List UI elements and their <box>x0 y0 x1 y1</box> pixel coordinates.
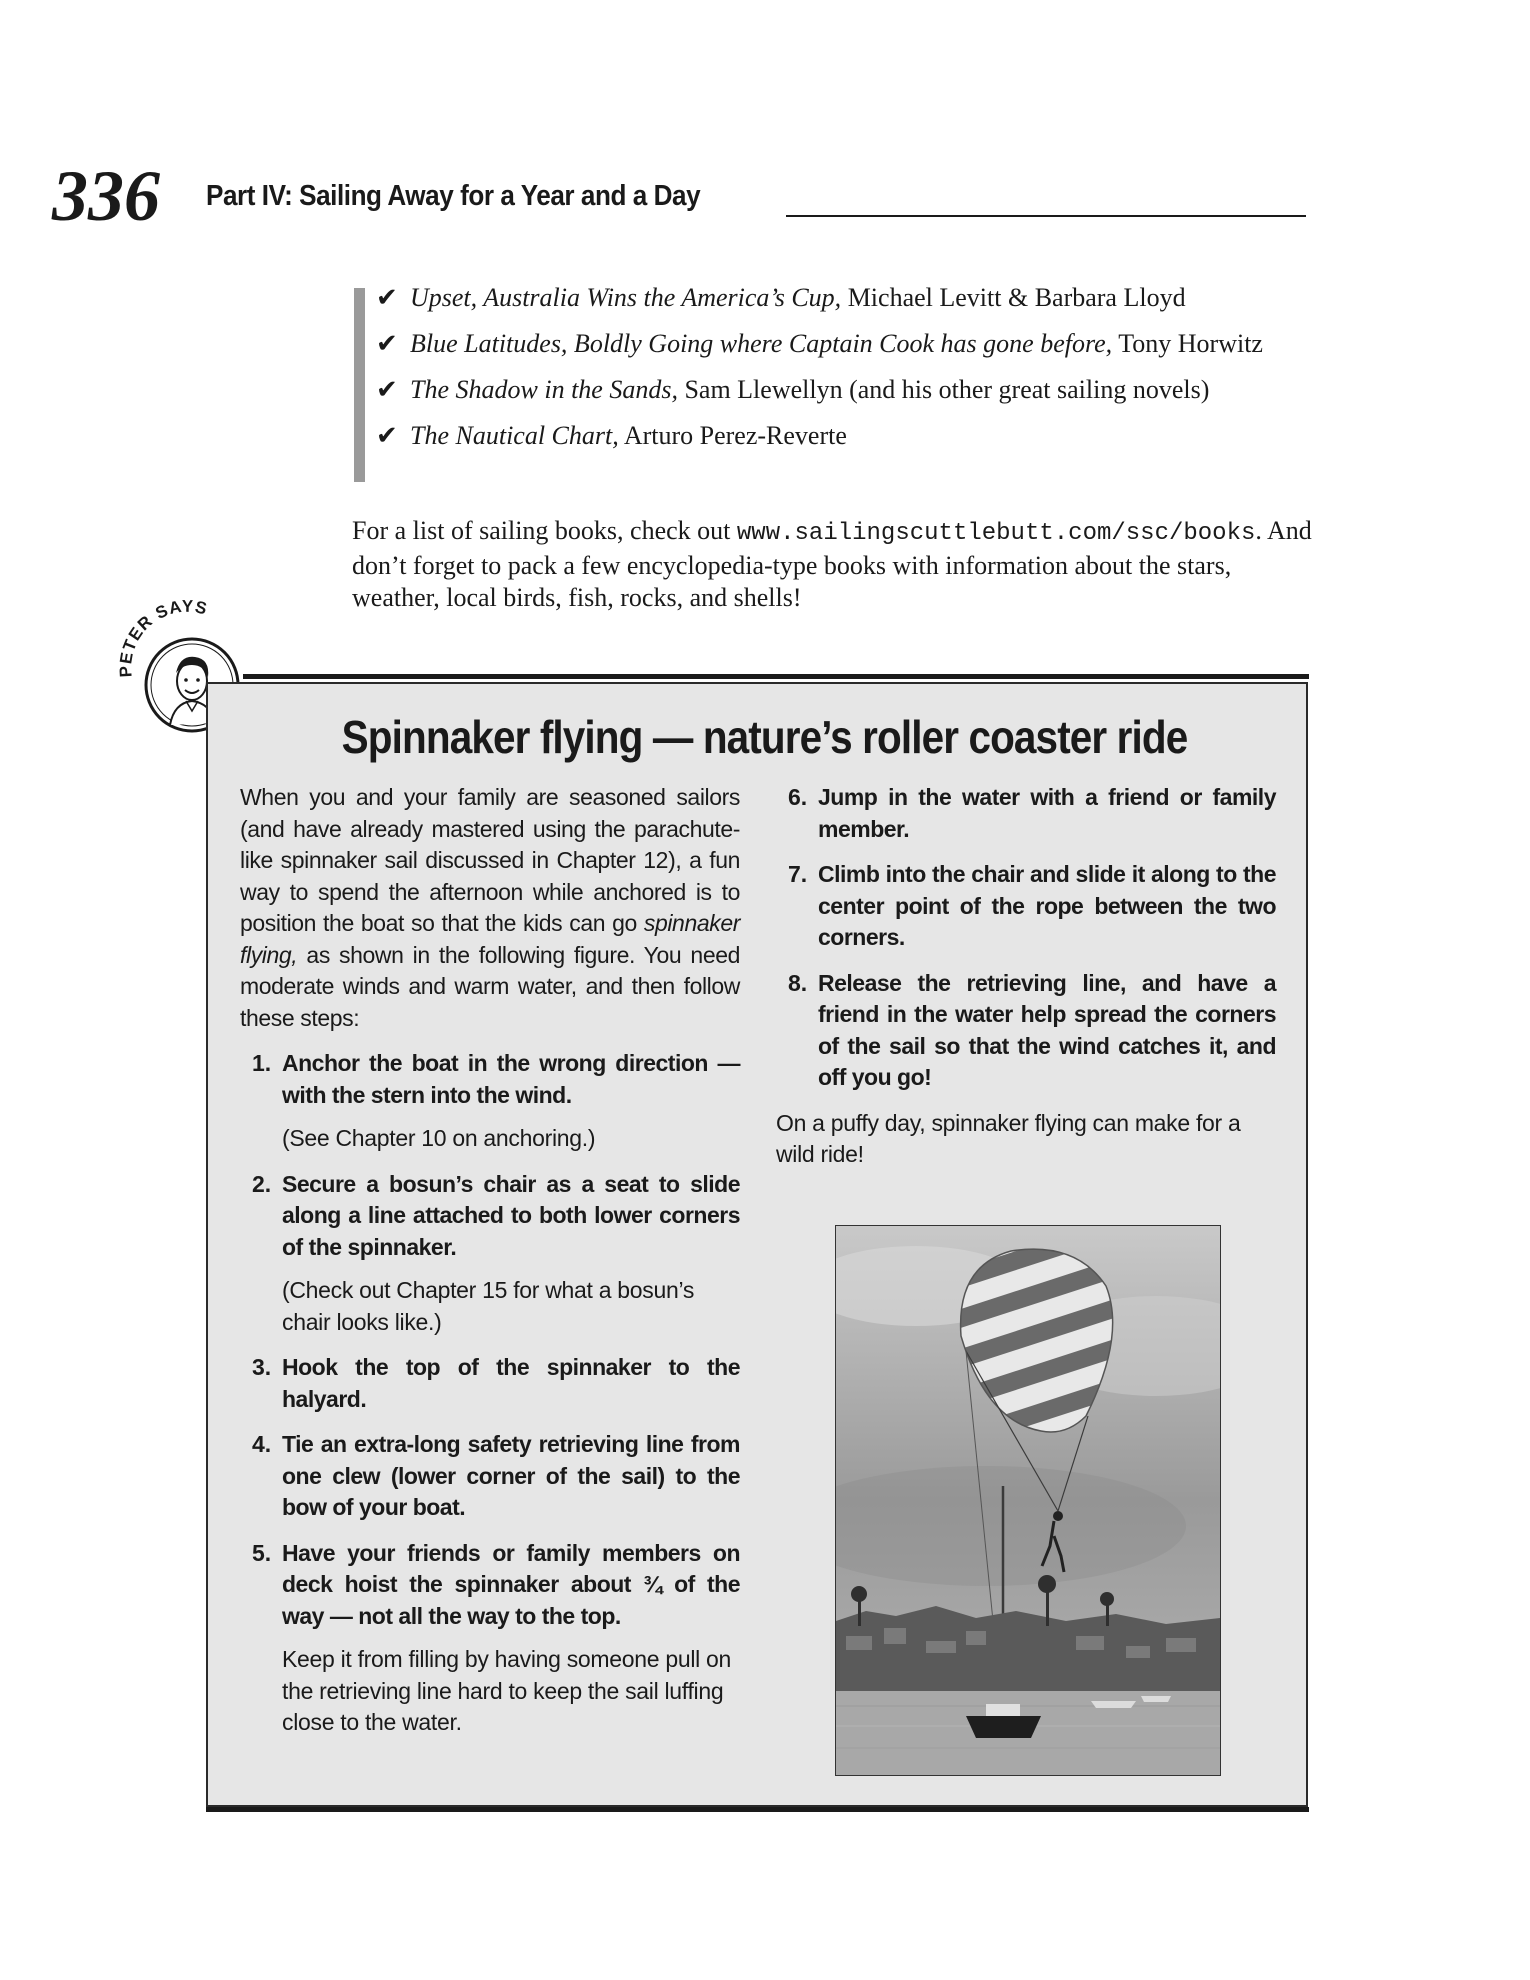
step-item <box>240 1429 740 1524</box>
sidebar-top-rule <box>243 674 1309 679</box>
intro-emphasis: spinnaker flying, <box>240 910 740 968</box>
books-paragraph <box>352 515 1312 614</box>
intro-text: as shown in the following figure. You need moderate winds and warm water, and then follow these steps: <box>240 941 740 1031</box>
book-title: Blue Latitudes, Boldly Going where Captain Cook has gone before, <box>410 329 1113 358</box>
sidebar-title <box>0 710 1530 764</box>
book-author: Sam Llewellyn (and his other great sailing novels) <box>677 375 1210 404</box>
step-text: Jump in the water with a friend or family member. <box>818 784 1276 842</box>
step-number: 2. <box>252 1170 272 1197</box>
peter-says-label: PETER SAYS <box>116 596 210 678</box>
step-item <box>776 968 1276 1094</box>
book-title: Upset, Australia Wins the America’s Cup, <box>410 283 842 312</box>
paragraph-text: . And don’t forget to pack a few encyclopedia-type books with information about the stars, weather, local birds, fish, rocks, and shells! <box>352 516 1312 612</box>
checkmark-icon: ✔ <box>376 283 398 312</box>
spinnaker-photo-image <box>836 1226 1220 1775</box>
step-note: (See Chapter 10 on anchoring.) <box>282 1125 596 1151</box>
step-number: 4. <box>252 1431 272 1457</box>
header-rule <box>786 215 1306 217</box>
book-list-item <box>354 374 1324 405</box>
running-head: Part IV: Sailing Away for a Year and a Day <box>206 180 701 212</box>
sidebar-intro <box>240 782 740 1034</box>
sailing-books-link[interactable]: www.sailingscuttlebutt.com/ssc/books <box>736 520 1256 547</box>
book-title: The Shadow in the Sands, <box>410 375 678 404</box>
book-author: Tony Horwitz <box>1112 329 1263 358</box>
book-author: Michael Levitt & Barbara Lloyd <box>841 283 1186 312</box>
step-item <box>776 782 1276 845</box>
paragraph-text: For a list of sailing books, check out <box>352 516 737 545</box>
step-number: 6. <box>788 784 808 810</box>
step-text: Hook the top of the spinnaker to the halyard. <box>282 1354 740 1412</box>
step-text: Have your friends or family members on deck hoist the spinnaker about ¾ of the way — not all the way to the top. <box>282 1539 740 1629</box>
book-list-item <box>354 420 1324 451</box>
intro-text: When you and your family are seasoned sailors (and have already mastered using the parachute-like spinnaker sail discussed in Chapter 12), a fun way to spend the afternoon while anchored is to position the boat so that the kids can go <box>240 784 740 936</box>
sidebar-title-text: Spinnaker flying — nature’s roller coaster ride <box>342 711 1188 763</box>
sidebar-right-column <box>776 782 1276 1171</box>
step-number: 3. <box>252 1354 272 1380</box>
sidebar-bottom-rule <box>206 1807 1309 1812</box>
book-title: The Nautical Chart, <box>410 421 619 450</box>
sidebar-outro: On a puffy day, spinnaker flying can make for a wild ride! <box>776 1109 1241 1167</box>
page-number: 336 <box>52 156 160 236</box>
checkmark-icon: ✔ <box>376 375 398 404</box>
step-item <box>240 1048 740 1155</box>
step-text: Secure a bosun’s chair as a seat to slide along a line attached to both lower corners of the spinnaker. <box>282 1170 740 1260</box>
step-text: Release the retrieving line, and have a friend in the water help spread the corners of the sail so that the wind catches it, and off you go! <box>818 969 1276 1090</box>
step-text: Anchor the boat in the wrong direction — with the stern into the wind. <box>282 1050 740 1108</box>
step-note: (Check out Chapter 15 for what a bosun’s chair looks like.) <box>282 1277 695 1335</box>
step-number: 7. <box>788 861 808 887</box>
step-item <box>240 1352 740 1415</box>
step-note: Keep it from filling by having someone pull on the retrieving line hard to keep the sail luffing close to the water. <box>282 1646 732 1735</box>
step-text: Tie an extra-long safety retrieving line from one clew (lower corner of the sail) to the bow of your boat. <box>282 1431 740 1520</box>
step-item <box>776 859 1276 954</box>
book-list <box>354 282 1324 466</box>
book-author: Arturo Perez-Reverte <box>618 421 847 450</box>
book-list-item <box>354 328 1324 359</box>
step-number: 1. <box>252 1050 272 1076</box>
step-item <box>240 1169 740 1339</box>
checkmark-icon: ✔ <box>376 329 398 358</box>
sidebar-left-column <box>240 782 740 1739</box>
spinnaker-flying-photo <box>835 1225 1221 1776</box>
checkmark-icon: ✔ <box>376 421 398 450</box>
step-text: Climb into the chair and slide it along to the center point of the rope between the two corners. <box>818 861 1276 950</box>
step-number: 5. <box>252 1539 272 1566</box>
step-number: 8. <box>788 969 808 996</box>
step-item <box>240 1538 740 1739</box>
book-list-item <box>354 282 1324 313</box>
